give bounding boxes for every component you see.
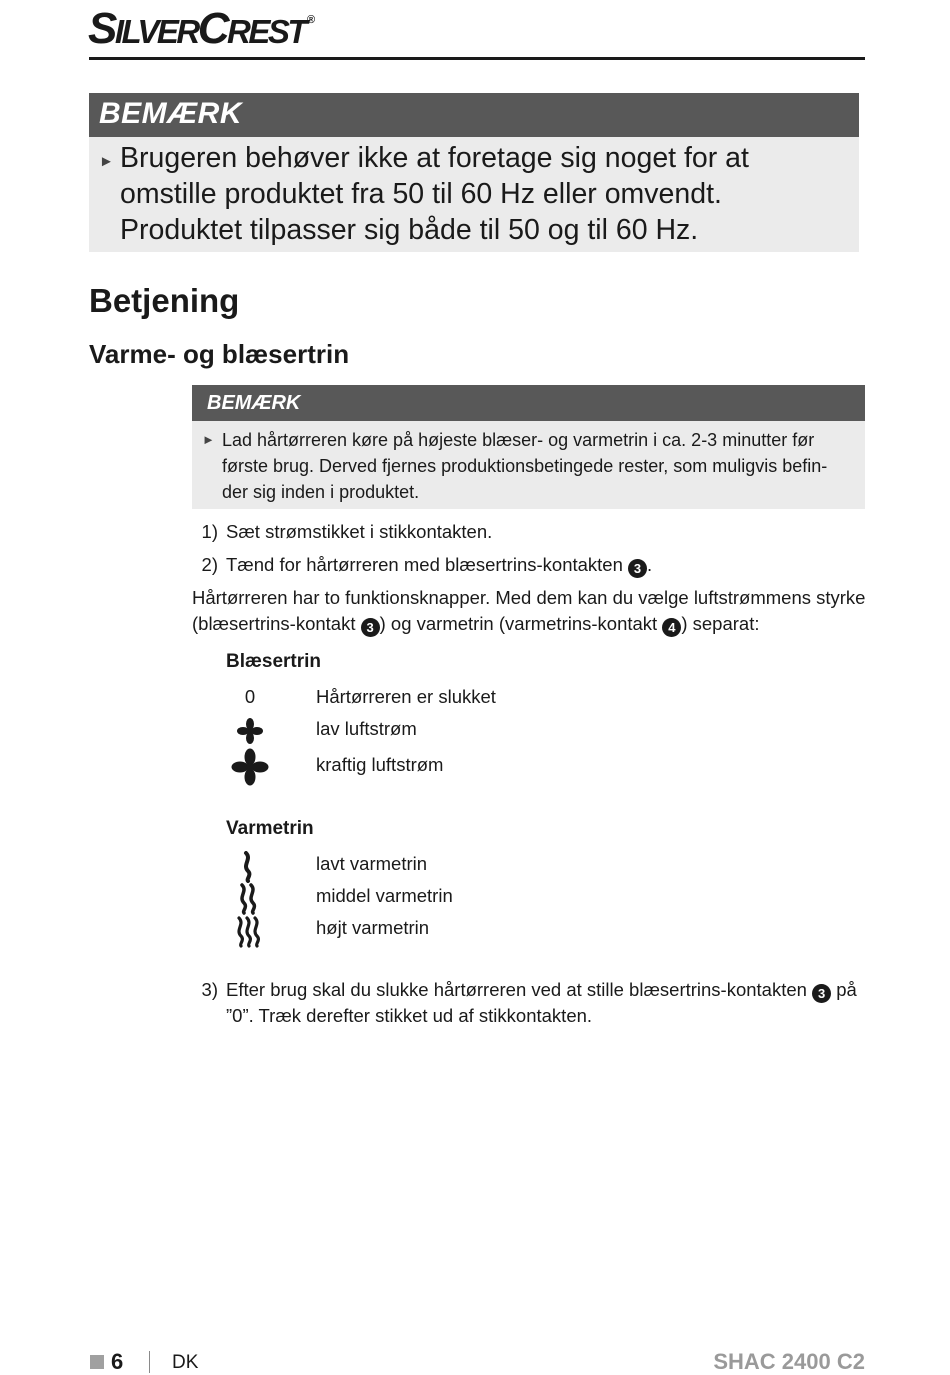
page-number: 6 xyxy=(111,1349,124,1374)
step-text: Efter brug skal du slukke hårtørreren ved at stille blæsertrins-kontakten 3 på xyxy=(226,979,857,1001)
intro-line-1: Hårtørreren har to funktionsknapper. Med dem kan du vælge luftstrømmens styrke xyxy=(192,587,866,608)
bullet-arrow-icon: ► xyxy=(202,432,215,447)
step-text: Tænd for hårtørreren med blæsertrins-kontakten 3 . xyxy=(226,554,653,576)
step-number: 3) xyxy=(201,979,218,1000)
step-text: Sæt strømstikket i stikkontakten. xyxy=(226,521,493,542)
fan-high-icon xyxy=(230,747,270,787)
bullet-arrow-icon: ► xyxy=(99,153,114,170)
level-label: Hårtørreren er slukket xyxy=(316,686,496,707)
note-text: Lad hårtørreren køre på højeste blæser- og varmetrin i ca. 2-3 minutter før første brug. Derved fjernes produktionsbetingede rester, som muligvis befin-der sig inden i produktet. xyxy=(222,430,828,502)
footer-divider xyxy=(149,1351,150,1373)
brand-logo: SILVERCREST ® xyxy=(88,4,316,53)
heat-high-icon xyxy=(234,915,264,949)
step-number: 1) xyxy=(201,521,218,542)
step-number: 2) xyxy=(201,554,218,575)
footer-square-icon xyxy=(90,1355,104,1369)
off-symbol: 0 xyxy=(244,686,256,707)
language-code: DK xyxy=(172,1352,199,1373)
fan-low-icon xyxy=(235,716,265,746)
reference-badge: 3 xyxy=(628,559,647,578)
note-box-second xyxy=(192,385,865,509)
intro-line-2: (blæsertrins-kontakt 3 ) og varmetrin (varmetrins-kontakt 4 ) separat: xyxy=(192,613,760,635)
section-title: Betjening xyxy=(89,282,240,319)
heat-levels-title: Varmetrin xyxy=(226,818,314,839)
level-label: kraftig luftstrøm xyxy=(316,754,444,775)
note-title: BEMÆRK xyxy=(207,392,301,414)
note-box-top xyxy=(89,93,859,252)
level-label: lav luftstrøm xyxy=(316,718,417,739)
level-label: højt varmetrin xyxy=(316,917,430,938)
header-divider xyxy=(89,57,865,60)
model-number: SHAC 2400 C2 xyxy=(713,1349,865,1374)
note-title-bar xyxy=(89,93,859,137)
fan-levels-title: Blæsertrin xyxy=(226,651,322,672)
reference-badge: 3 xyxy=(812,984,831,1003)
reference-badge: 3 xyxy=(361,618,380,637)
note-text: Brugeren behøver ikke at foretage sig noget for at omstille produktet fra 50 til 60 Hz eller omvendt. Produktet tilpasser sig både til 50 og til 60 Hz. xyxy=(120,142,749,246)
section-subtitle: Varme- og blæsertrin xyxy=(89,339,350,369)
level-label: middel varmetrin xyxy=(316,885,453,906)
heat-mid-icon xyxy=(236,883,262,915)
note-title-bar xyxy=(192,385,865,421)
level-label: lavt varmetrin xyxy=(316,853,428,874)
reference-badge: 4 xyxy=(662,618,681,637)
heat-low-icon xyxy=(238,851,258,883)
note-title: BEMÆRK xyxy=(99,97,242,130)
step-text-continued: ”0”. Træk derefter stikket ud af stikkontakten. xyxy=(226,1005,593,1026)
